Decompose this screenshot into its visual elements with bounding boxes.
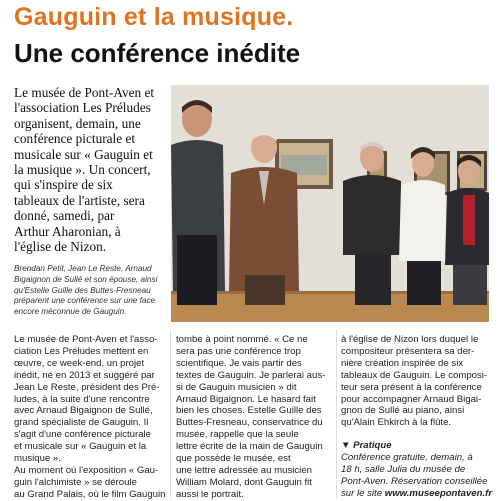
lead-line: Le musée de Pont-Aven et bbox=[14, 85, 155, 100]
lead-line: l'église de Nizon. bbox=[14, 239, 107, 255]
body-line: musique ». bbox=[14, 453, 61, 465]
caption-line: préparent une conférence sur une face bbox=[14, 296, 156, 306]
column-divider bbox=[170, 330, 171, 498]
lead-line: la musique ». Un concert, bbox=[14, 162, 151, 178]
body-line: scientifique. Je vais partir des bbox=[176, 357, 302, 369]
lead-line: l'association Les Préludes bbox=[14, 100, 151, 116]
body-line: sera pas une conférence trop bbox=[176, 345, 301, 357]
lead-line: tableaux de l'artiste, sera bbox=[14, 192, 145, 208]
lead-line: Arthur Aharonian, à bbox=[14, 223, 121, 239]
site-link[interactable]: www.museepontaven.fr bbox=[384, 487, 493, 499]
body-line: pour accompagner Arnaud Bigai- bbox=[341, 393, 482, 405]
body-line: bien les choses. Estelle Guille des bbox=[176, 405, 322, 417]
body-line: ciation Les Préludes mettent en bbox=[14, 345, 149, 357]
caption-line: qu'Estelle Guille des Buttes-Fresneau bbox=[14, 285, 151, 295]
caption-line: Bigaignon de Sullé et son épouse, ainsi bbox=[14, 274, 158, 284]
pratique-line: Conférence gratuite, demain, à bbox=[341, 452, 473, 464]
body-line: aussi le portrait. bbox=[176, 488, 244, 500]
body-line: Arnaud Bigaignon. Le hasard fait bbox=[176, 393, 316, 405]
body-line: ludes, à la suite d'une rencontre bbox=[14, 393, 150, 405]
photo-caption bbox=[14, 264, 166, 318]
body-line: Le musée de Pont-Aven et l'asso- bbox=[14, 334, 158, 345]
pratique-line: 18 h, salle Julia du musée de bbox=[341, 464, 466, 476]
body-line: textes de Gauguin. Je parlerai aus- bbox=[176, 369, 326, 381]
body-column-1 bbox=[14, 334, 168, 501]
pratique-line: Pont-Aven. Réservation conseillée bbox=[341, 475, 488, 487]
lead-line: qui s'inspire de six bbox=[14, 177, 113, 193]
body-line: si de Gauguin musicien » dit bbox=[176, 381, 297, 393]
body-line: inédit, né en 2013 et suggéré par bbox=[14, 369, 155, 381]
body-line: compositeur présentera sa der- bbox=[341, 345, 475, 357]
pratique-site-line bbox=[341, 488, 491, 500]
caption-line: Brendan Petit, Jean Le Reste, Arnaud bbox=[14, 264, 152, 273]
column-divider bbox=[336, 330, 337, 498]
headline: Une conférence inédite bbox=[14, 38, 301, 68]
body-line: nière création inspirée de six bbox=[341, 357, 464, 369]
lead-line: donné, samedi, par bbox=[14, 208, 115, 224]
body-line: teur sera présent à la conférence bbox=[341, 381, 482, 393]
body-line: lettre écrite de la main de Gauguin bbox=[176, 441, 323, 453]
body-column-2 bbox=[176, 334, 331, 501]
body-line: Jean Le Reste, président des Pré- bbox=[14, 381, 160, 393]
body-line: une lettre adressée au musicien bbox=[176, 464, 312, 476]
body-line: gnon de Sullé au piano, ainsi bbox=[341, 405, 465, 417]
caption-line: encore méconnue de Gauguin. bbox=[14, 307, 127, 317]
body-line: musée, rappelle que la seule bbox=[176, 429, 299, 441]
body-line: œuvre, ce week-end, un projet bbox=[14, 357, 145, 369]
lead-line: conférence picturale et bbox=[14, 131, 136, 147]
body-line: guin l'alchimiste » se déroule bbox=[14, 476, 137, 488]
body-line: s'agit d'une conférence picturale bbox=[14, 429, 151, 441]
lead-line: organisent, demain, une bbox=[14, 115, 141, 131]
body-line: William Molard, dont Gauguin fit bbox=[176, 476, 312, 488]
group-photo bbox=[171, 85, 489, 322]
kicker-title: Gauguin et la musique. bbox=[14, 3, 294, 31]
body-line: Au moment où l'exposition « Gau- bbox=[14, 464, 159, 476]
body-line: Buttes-Fresneau, conservatrice du bbox=[176, 417, 323, 429]
lead-line: musicale sur « Gauguin et bbox=[14, 146, 153, 162]
body-line: tableaux de Gauguin. Le composi- bbox=[341, 369, 488, 381]
lead-paragraph bbox=[14, 85, 164, 254]
body-line: avec Arnaud Bigaignon de Sullé, bbox=[14, 405, 153, 417]
pratique-title: Pratique bbox=[353, 440, 392, 452]
triangle-icon: ▼ bbox=[341, 440, 354, 452]
body-line: qu'Alain Ehkirch à la flûte. bbox=[341, 417, 452, 429]
body-line: à l'église de Nizon lors duquel le bbox=[341, 334, 479, 345]
body-line: que possède le musée, est bbox=[176, 453, 291, 465]
body-line: au Grand Palais, où le film Gauguin bbox=[14, 488, 166, 500]
pratique-heading bbox=[341, 440, 491, 452]
body-line: et musicale sur « Gauguin et la bbox=[14, 441, 147, 453]
body-line: grand spécialiste de Gauguin. Il bbox=[14, 417, 149, 429]
site-prefix: sur le site bbox=[341, 487, 385, 499]
body-line: tombe à point nommé. « Ce ne bbox=[176, 334, 308, 345]
body-column-3 bbox=[341, 334, 491, 500]
